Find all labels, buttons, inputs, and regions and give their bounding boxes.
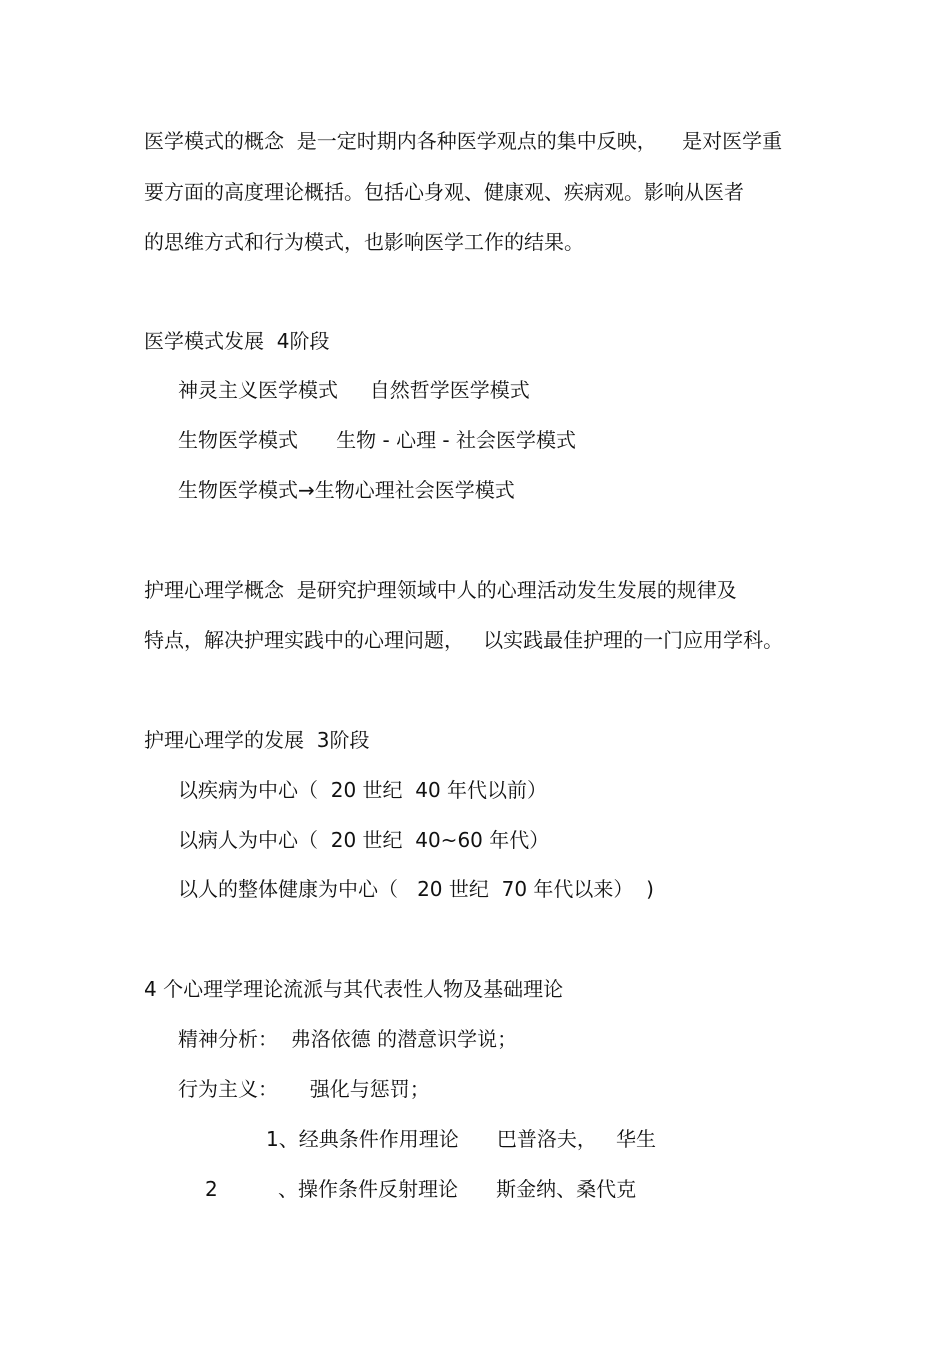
nursing-stage-item-2: 以病人为中心（ 20 世纪 40~60 年代） <box>178 828 550 852</box>
school-item-behaviorism: 行为主义： 强化与惩罚； <box>178 1077 430 1101</box>
behaviorism-sub-item-2: 、操作条件反射理论 斯金纳、桑代克 <box>278 1177 637 1201</box>
model-concept-line-1: 医学模式的概念 是一定时期内各种医学观点的集中反映， 是对医学重 <box>144 129 783 153</box>
model-stages-heading: 医学模式发展 4阶段 <box>144 329 330 353</box>
model-concept-line-2: 要方面的高度理论概括。包括心身观、健康观、疾病观。影响从医者 <box>144 180 744 204</box>
model-stage-item-1: 神灵主义医学模式 自然哲学医学模式 <box>178 378 530 402</box>
nursing-concept-line-1: 护理心理学概念 是研究护理领域中人的心理活动发生发展的规律及 <box>144 578 737 602</box>
school-item-psychoanalysis: 精神分析： 弗洛依德 的潜意识学说； <box>178 1027 518 1051</box>
behaviorism-sub-item-1: 1、经典条件作用理论 巴普洛夫， 华生 <box>266 1127 656 1151</box>
nursing-stage-item-1: 以疾病为中心（ 20 世纪 40 年代以前） <box>178 778 548 802</box>
nursing-stages-heading: 护理心理学的发展 3阶段 <box>144 728 370 752</box>
model-stage-item-3: 生物医学模式→生物心理社会医学模式 <box>178 478 515 502</box>
model-concept-line-3: 的思维方式和行为模式，也影响医学工作的结果。 <box>144 230 584 254</box>
nursing-stage-item-3: 以人的整体健康为中心（ 20 世纪 70 年代以来） ) <box>178 877 654 901</box>
model-stage-item-2: 生物医学模式 生物 - 心理 - 社会医学模式 <box>178 428 577 452</box>
behaviorism-sub-item-2-number: 2 <box>205 1177 218 1201</box>
schools-heading: 4 个心理学理论流派与其代表性人物及基础理论 <box>144 977 564 1001</box>
nursing-concept-line-2: 特点，解决护理实践中的心理问题， 以实践最佳护理的一门应用学科。 <box>144 628 784 652</box>
